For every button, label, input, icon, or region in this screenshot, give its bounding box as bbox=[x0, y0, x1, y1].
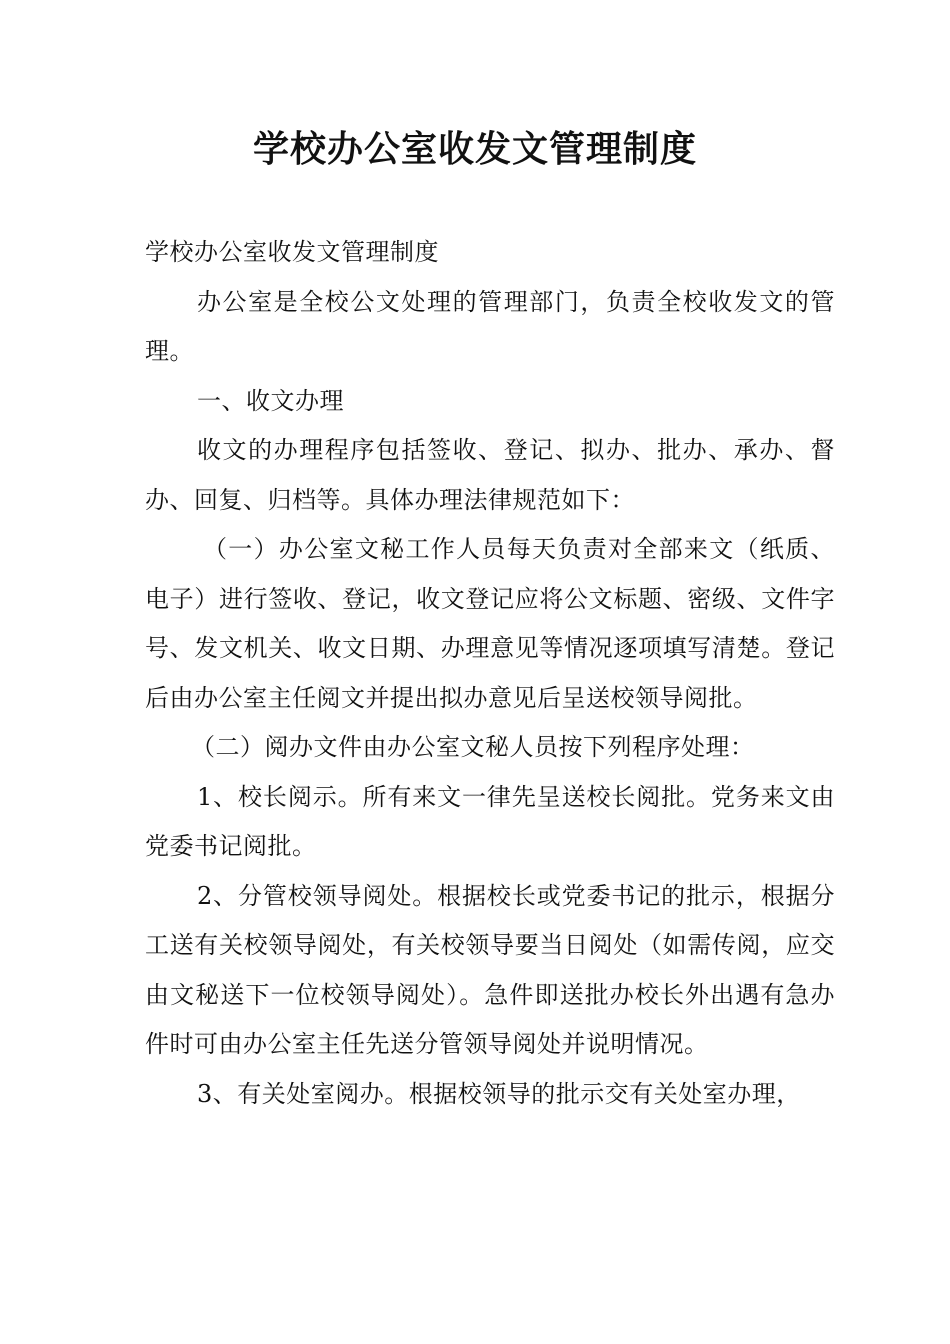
document-body bbox=[145, 228, 835, 1119]
paragraph-intro: 办公室是全校公文处理的管理部门，负责全校收发文的管理。 bbox=[145, 287, 835, 365]
paragraph-heading-repeat: 学校办公室收发文管理制度 bbox=[145, 238, 439, 266]
paragraph-receiving-procedure: 收文的办理程序包括签收、登记、拟办、批办、承办、督办、回复、归档等。具体办理法律规范如下： bbox=[145, 436, 835, 514]
paragraph-step-1: 1、校长阅示。所有来文一律先呈送校长阅批。党务来文由党委书记阅批。 bbox=[145, 782, 835, 860]
paragraph-item-1: （一）办公室文秘工作人员每天负责对全部来文（纸质、电子）进行签收、登记，收文登记应将公文标题、密级、文件字号、发文机关、收文日期、办理意见等情况逐项填写清楚。登记后由办公室主任阅文并提出拟办意见后呈送校领导阅批。 bbox=[145, 535, 835, 712]
document-title: 学校办公室收发文管理制度 bbox=[252, 129, 697, 170]
paragraph-item-2: （二）阅办文件由办公室文秘人员按下列程序处理： bbox=[191, 733, 755, 761]
paragraph-step-3: 3、有关处室阅办。根据校领导的批示交有关处室办理， bbox=[197, 1079, 801, 1108]
section-heading-receiving: 一、收文办理 bbox=[197, 386, 344, 415]
paragraph-step-2: 2、分管校领导阅处。根据校长或党委书记的批示，根据分工送有关校领导阅处，有关校领导要当日阅处（如需传阅，应交由文秘送下一位校领导阅处）。急件即送批办校长外出遇有急办件时可由办公室主任先送分管领导阅处并说明情况。 bbox=[145, 881, 835, 1058]
